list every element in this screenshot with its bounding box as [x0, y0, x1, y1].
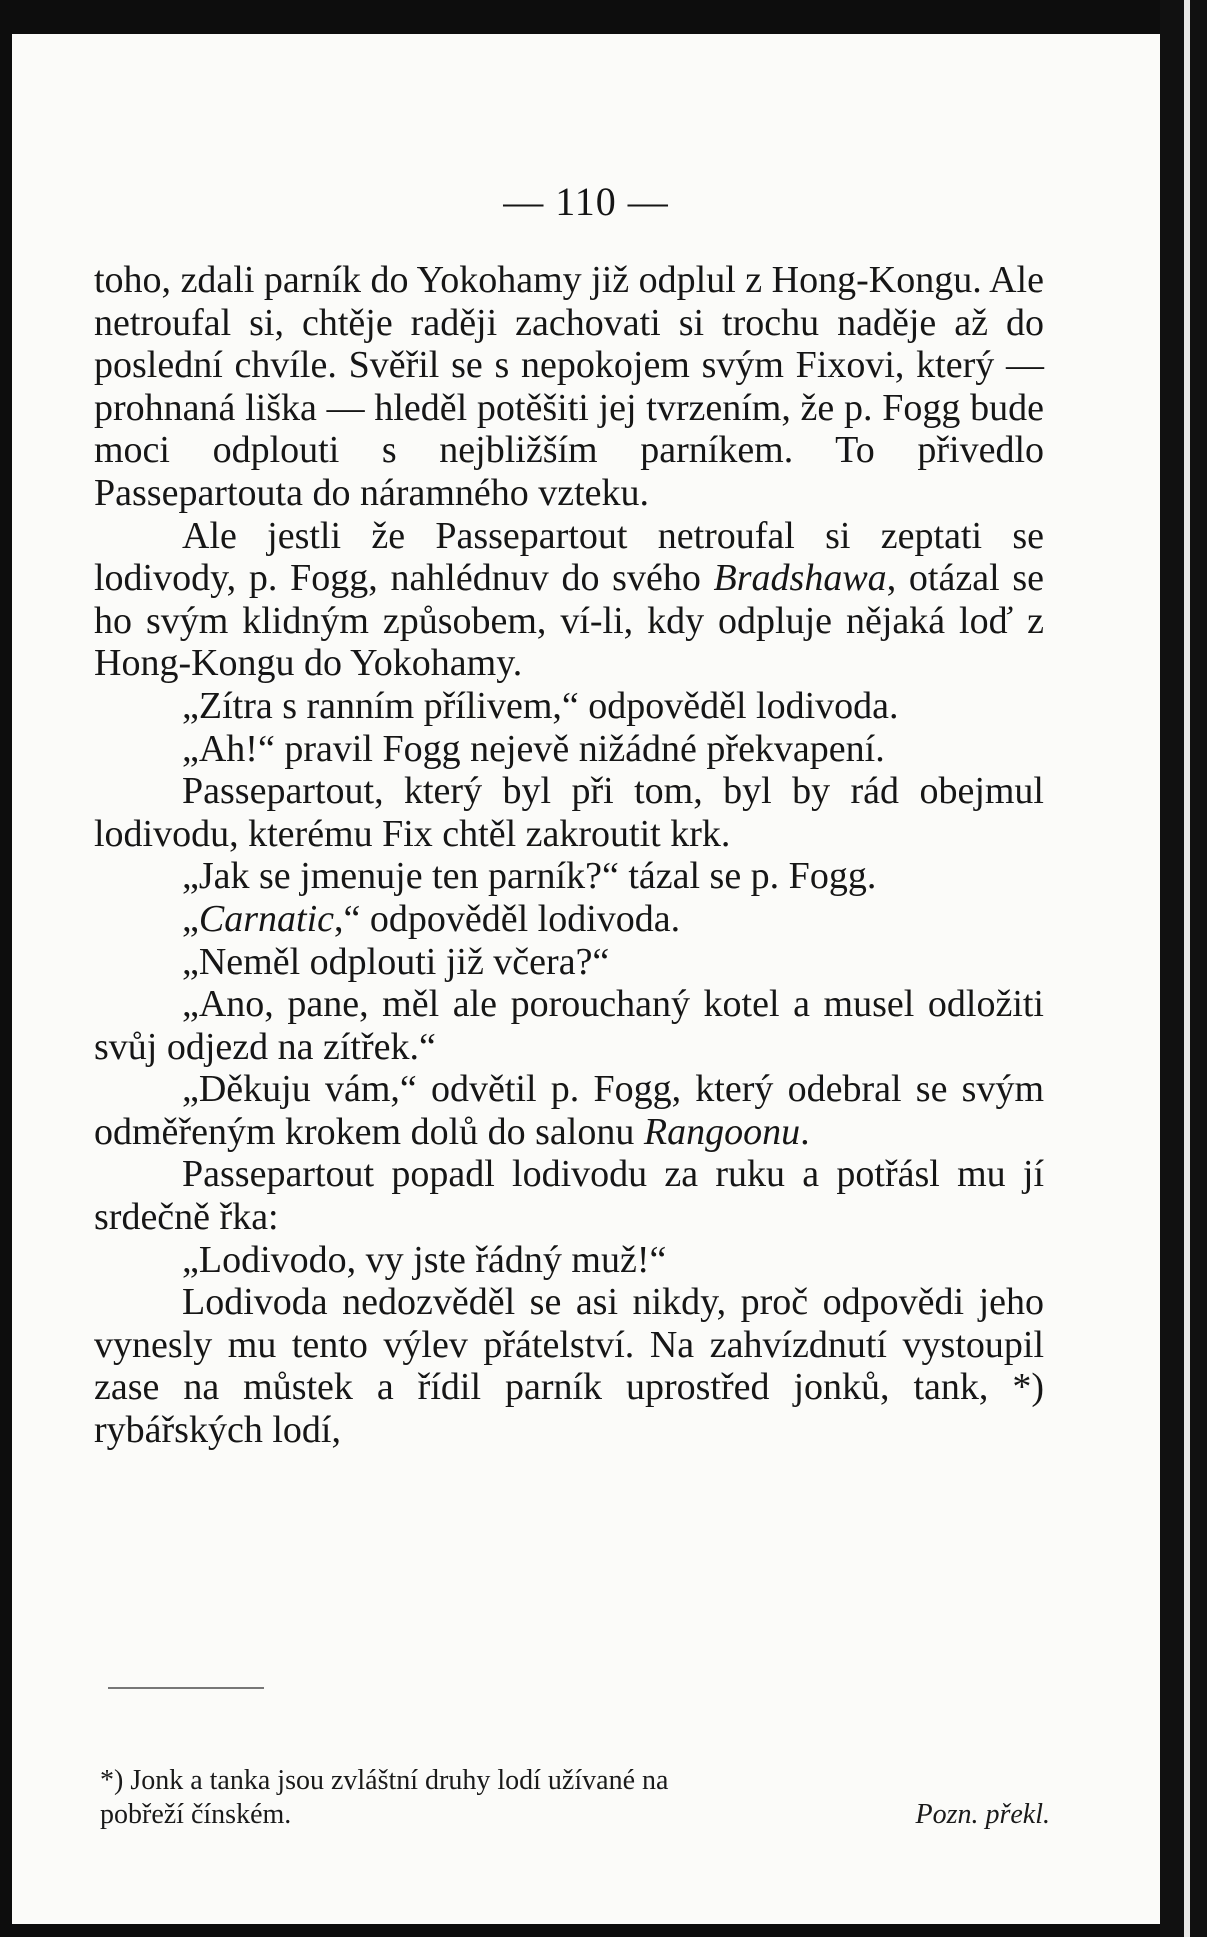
paragraph: [94, 770, 1044, 855]
paragraph: [94, 1239, 1044, 1282]
paragraph: [94, 515, 1044, 685]
italic-text: Carnatic: [198, 897, 334, 940]
scan-edge-line: [1184, 0, 1190, 1937]
page-number: — 110 —: [503, 179, 669, 224]
footnote-separator: [108, 1687, 264, 1689]
paragraph: [94, 1281, 1044, 1451]
paragraph: [94, 855, 1044, 898]
paragraph: [94, 685, 1044, 728]
book-page: [12, 34, 1160, 1924]
footnote-line-1: *) Jonk a tanka jsou zvláštní druhy lodí užívané na: [100, 1765, 669, 1796]
text-run: „Lodivodo, vy jste řádný muž!“: [182, 1238, 667, 1281]
italic-text: Bradshawa: [713, 557, 887, 600]
text-run: „: [182, 897, 199, 940]
text-run: Passepartout popadl lodivodu za ruku a potřásl mu jí srdečně řka:: [94, 1153, 1044, 1239]
footnote-line-2: [100, 1798, 1050, 1832]
text-run: „Jak se jmenuje ten parník?“ tázal se p. Fogg.: [182, 855, 877, 898]
text-run: .: [800, 1110, 810, 1153]
footnote-text-end: pobřeží čínském.: [100, 1799, 292, 1830]
paragraph: [94, 1068, 1044, 1153]
italic-text: Rangoonu: [643, 1110, 801, 1153]
text-run: Passepartout, který byl při tom, byl by rád obejmul lodivodu, kterému Fix chtěl zakroutit krk.: [94, 770, 1044, 855]
text-run: „Ah!“ pravil Fogg nejevě nižádné překvapení.: [182, 727, 885, 770]
text-run: Ale jestli že Passepartout netroufal si zeptati se lodivody, p. Fogg, nahlédnuv do svého: [94, 514, 1044, 600]
text-run: „Neměl odplouti již včera?“: [182, 940, 610, 983]
text-run: toho, zdali parník do Yokohamy již odplul z Hong-Kongu. Ale netroufal si, chtěje raději zachovati si trochu naděje až do poslední chvíle. Svěřil se s nepokojem svým Fixovi, který — prohnaná liška — hleděl potěšiti jej tvrzením, že p. Fogg bude moci odplouti s nejbližším parníkem. To přivedlo Passepartouta do náramného vzteku.: [94, 259, 1044, 514]
text-run: , otázal se ho svým klidným způsobem, ví-li, kdy odpluje nějaká loď z Hong-Kongu do Yokohamy.: [94, 557, 1044, 685]
footnote: [100, 1764, 1050, 1832]
paragraph: [94, 898, 1044, 941]
paragraph: [94, 728, 1044, 771]
text-run: „Zítra s ranním přílivem,“ odpověděl lodivoda.: [182, 684, 899, 727]
text-run: „Děkuju vám,“ odvětil p. Fogg, který odebral se svým odměřeným krokem dolů do salonu: [94, 1068, 1044, 1153]
text-run: „Ano, pane, měl ale porouchaný kotel a musel odložiti svůj odjezd na zítřek.“: [94, 983, 1044, 1068]
body-text: [94, 259, 1044, 1452]
text-run: Lodivoda nedozvěděl se asi nikdy, proč odpovědi jeho vynesly mu tento výlev přátelství. Na zahvízdnutí vystoupil zase na můstek a řídil parník uprostřed jonků, tank, *) rybářských lodí,: [94, 1281, 1044, 1452]
text-run: ,“ odpověděl lodivoda.: [334, 897, 681, 940]
paragraph: [94, 983, 1044, 1068]
paragraph: [94, 941, 1044, 984]
paragraph: [94, 259, 1044, 515]
paragraph: [94, 1153, 1044, 1238]
translator-note: Pozn. překl.: [915, 1799, 1050, 1830]
